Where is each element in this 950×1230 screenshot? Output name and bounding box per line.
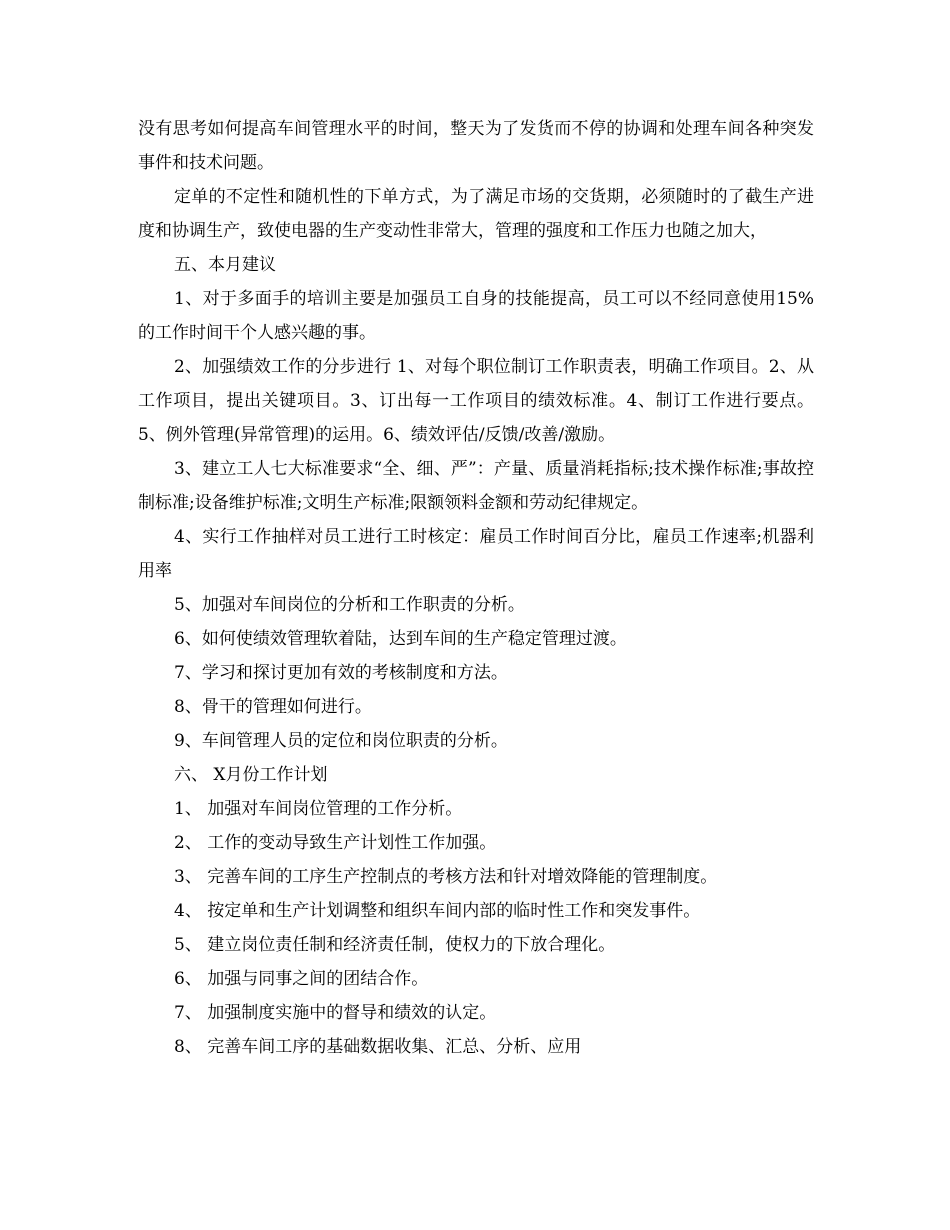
- plan-item-1: 1、 加强对车间岗位管理的工作分析。: [174, 799, 463, 819]
- plan-item-8: 8、 完善车间工序的基础数据收集、汇总、分析、应用: [174, 1037, 582, 1057]
- section-heading-suggestions: 五、本月建议: [174, 255, 276, 275]
- paragraph-continued: 没有思考如何提高车间管理水平的时间，整天为了发货而不停的协调和处理车间各种突发事件和技术问题。: [138, 119, 814, 173]
- suggestion-item-3: 3、建立工人七大标准要求“全、细、严”：产量、质量消耗指标;技术操作标准;事故控制标准;设备维护标准;文明生产标准;限额领料金额和劳动纪律规定。: [138, 459, 814, 513]
- suggestion-item-9: 9、车间管理人员的定位和岗位职责的分析。: [174, 731, 508, 751]
- suggestion-item-7: 7、学习和探讨更加有效的考核制度和方法。: [174, 663, 508, 683]
- plan-item-2: 2、 工作的变动导致生产计划性工作加强。: [174, 833, 497, 853]
- plan-item-7: 7、 加强制度实施中的督导和绩效的认定。: [174, 1003, 497, 1023]
- suggestion-item-4: 4、实行工作抽样对员工进行工时核定：雇员工作时间百分比，雇员工作速率;机器利用率: [138, 527, 814, 581]
- suggestion-item-1: 1、对于多面手的培训主要是加强员工自身的技能提高，员工可以不经同意使用15%的工作时间干个人感兴趣的事。: [138, 289, 814, 343]
- section-heading-plan: 六、 X月份工作计划: [174, 765, 328, 785]
- paragraph-order-uncertainty: 定单的不定性和随机性的下单方式，为了满足市场的交货期，必须随时的了截生产进度和协调生产，致使电器的生产变动性非常大，管理的强度和工作压力也随之加大，: [138, 187, 814, 241]
- plan-item-3: 3、 完善车间的工序生产控制点的考核方法和针对增效降能的管理制度。: [174, 867, 718, 887]
- plan-item-6: 6、 加强与同事之间的团结合作。: [174, 969, 429, 989]
- suggestion-item-8: 8、骨干的管理如何进行。: [174, 697, 372, 717]
- suggestion-item-5: 5、加强对车间岗位的分析和工作职责的分析。: [174, 595, 525, 615]
- suggestion-item-6: 6、如何使绩效管理软着陆，达到车间的生产稳定管理过渡。: [174, 629, 627, 649]
- plan-item-4: 4、 按定单和生产计划调整和组织车间内部的临时性工作和突发事件。: [174, 901, 701, 921]
- suggestion-item-2: 2、加强绩效工作的分步进行 1、对每个职位制订工作职责表，明确工作项目。2、从工作项目，提出关键项目。3、订出每一工作项目的绩效标准。4、制订工作进行要点。5、例外管理(异常管理)的运用。6、绩效评估/反馈/改善/激励。: [138, 357, 814, 445]
- plan-item-5: 5、 建立岗位责任制和经济责任制，使权力的下放合理化。: [174, 935, 616, 955]
- document-page: [138, 112, 814, 1064]
